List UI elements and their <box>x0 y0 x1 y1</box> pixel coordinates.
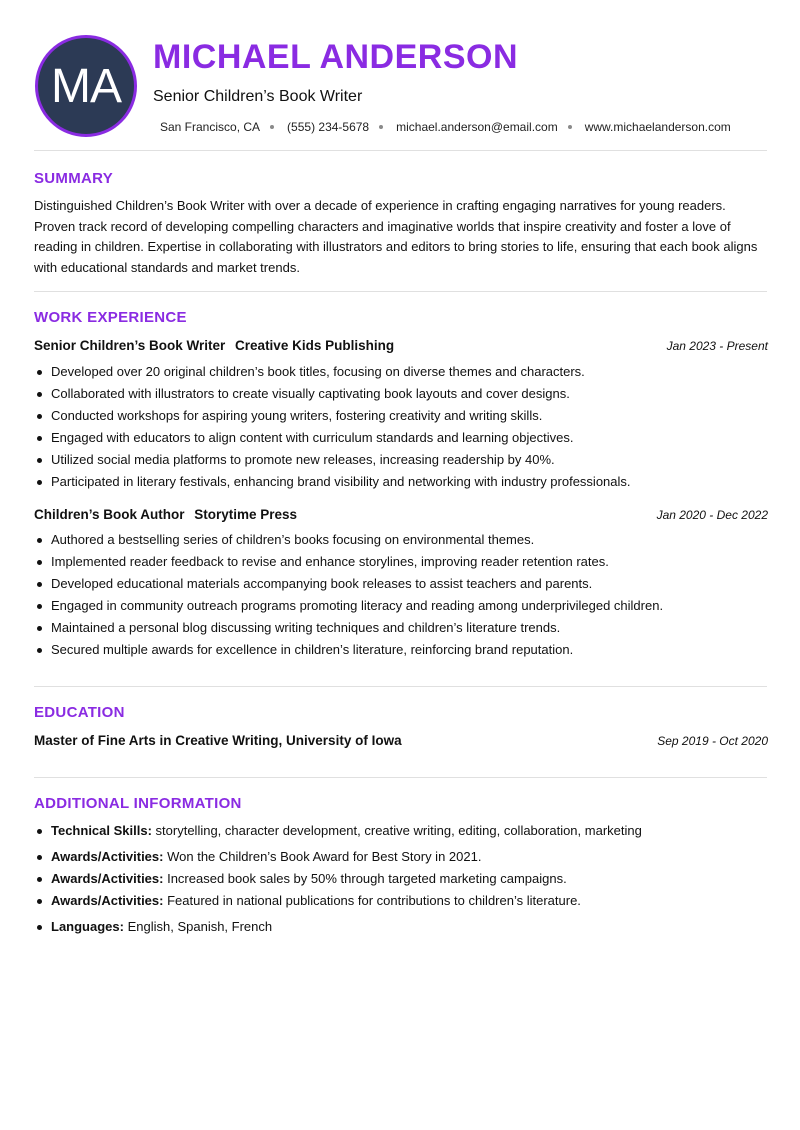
work-experience-heading: WORK EXPERIENCE <box>34 309 187 326</box>
info-label: Technical Skills: <box>51 823 152 838</box>
info-value: English, Spanish, French <box>127 919 273 934</box>
job-header <box>34 507 768 525</box>
education-dates: Sep 2019 - Oct 2020 <box>657 734 768 748</box>
list-item <box>34 892 768 918</box>
list-item: Maintained a personal blog discussing writing techniques and children’s literature trends. <box>34 619 768 641</box>
info-label: Awards/Activities: <box>51 893 164 908</box>
list-item: Secured multiple awards for excellence in children’s literature, reinforcing brand reputation. <box>34 641 768 663</box>
job-dates: Jan 2023 - Present <box>666 339 768 353</box>
candidate-title: Senior Children’s Book Writer <box>153 88 363 105</box>
job-dates: Jan 2020 - Dec 2022 <box>656 508 768 522</box>
job-company: Storytime Press <box>194 507 298 522</box>
job-title-line <box>34 338 394 353</box>
education-heading: EDUCATION <box>34 704 125 721</box>
job-bullet-list <box>34 363 768 495</box>
avatar <box>35 35 137 137</box>
summary-text: Distinguished Children’s Book Writer with over a decade of experience in crafting engaging narratives for young readers. Proven track record of developing compelling characters and imaginative worlds that inspire creativity and foster a love of reading in children. Expertise in collaborating with illustrators and editors to bring stories to life, ensuring that each book aligns with educational standards and market trends. <box>34 198 758 275</box>
list-item: Utilized social media platforms to promote new releases, increasing readership by 40%. <box>34 451 768 473</box>
summary-heading: SUMMARY <box>34 170 114 187</box>
section-divider <box>34 291 767 292</box>
additional-info-heading: ADDITIONAL INFORMATION <box>34 795 242 812</box>
education-degree: Master of Fine Arts in Creative Writing, University of Iowa <box>34 733 402 748</box>
info-value: storytelling, character development, creative writing, editing, collaboration, marketing <box>155 823 642 838</box>
list-item <box>34 870 768 892</box>
avatar-initials: MA <box>51 59 121 113</box>
list-item <box>34 822 768 848</box>
resume-header <box>0 0 800 150</box>
contact-location: San Francisco, CA <box>160 120 261 134</box>
info-value: Won the Children’s Book Award for Best Story in 2021. <box>167 849 482 864</box>
list-item: Collaborated with illustrators to create visually captivating book layouts and cover designs. <box>34 385 768 407</box>
contact-email[interactable]: michael.anderson@email.com <box>396 120 558 134</box>
info-value: Featured in national publications for contributions to children’s literature. <box>167 893 581 908</box>
candidate-name: MICHAEL ANDERSON <box>153 38 519 76</box>
info-label: Awards/Activities: <box>51 849 164 864</box>
list-item <box>34 918 768 940</box>
education-entry <box>34 733 768 751</box>
job-bullet-list <box>34 531 768 663</box>
info-label: Awards/Activities: <box>51 871 164 886</box>
separator-dot-icon <box>379 125 383 129</box>
list-item: Implemented reader feedback to revise and enhance storylines, improving reader retention rates. <box>34 553 768 575</box>
list-item: Authored a bestselling series of children’s books focusing on environmental themes. <box>34 531 768 553</box>
section-divider <box>34 150 767 151</box>
job-role: Children’s Book Author <box>34 507 185 522</box>
job-role: Senior Children’s Book Writer <box>34 338 226 353</box>
job-company: Creative Kids Publishing <box>235 338 395 353</box>
info-label: Languages: <box>51 919 124 934</box>
list-item: Conducted workshops for aspiring young writers, fostering creativity and writing skills. <box>34 407 768 429</box>
additional-info-list <box>34 822 768 940</box>
section-divider <box>34 686 767 687</box>
info-value: Increased book sales by 50% through targeted marketing campaigns. <box>167 871 567 886</box>
list-item: Engaged in community outreach programs promoting literacy and reading among underprivileged children. <box>34 597 768 619</box>
separator-dot-icon <box>568 125 572 129</box>
contact-line <box>160 120 731 134</box>
job-title-line <box>34 507 297 522</box>
list-item <box>34 848 768 870</box>
separator-dot-icon <box>270 125 274 129</box>
list-item: Engaged with educators to align content with curriculum standards and learning objectives. <box>34 429 768 451</box>
list-item: Participated in literary festivals, enhancing brand visibility and networking with industry professionals. <box>34 473 768 495</box>
contact-phone: (555) 234-5678 <box>287 120 370 134</box>
section-divider <box>34 777 767 778</box>
list-item: Developed educational materials accompanying book releases to assist teachers and parents. <box>34 575 768 597</box>
job-header <box>34 338 768 356</box>
list-item: Developed over 20 original children’s book titles, focusing on diverse themes and characters. <box>34 363 768 385</box>
contact-website[interactable]: www.michaelanderson.com <box>584 120 731 134</box>
